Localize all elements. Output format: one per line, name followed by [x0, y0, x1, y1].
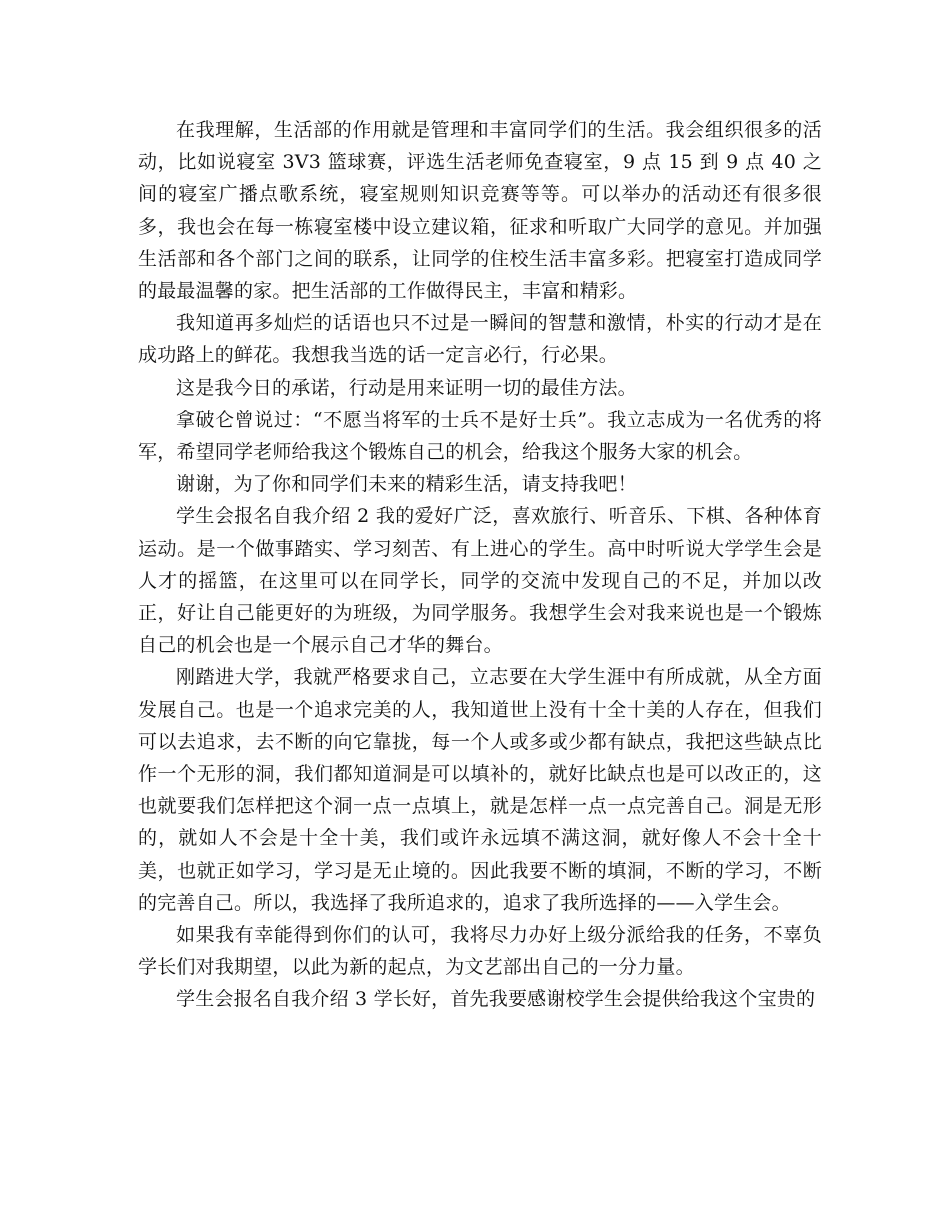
- paragraph-4: 拿破仑曾说过：“不愿当将军的士兵不是好士兵”。我立志成为一名优秀的将军，希望同学老师给我这个锻炼自己的机会，给我这个服务大家的机会。: [138, 408, 822, 464]
- document-body: [138, 114, 822, 1016]
- paragraph-7: 刚踏进大学，我就严格要求自己，立志要在大学生涯中有所成就，从全方面发展自己。也是一个追求完美的人，我知道世上没有十全十美的人存在，但我们可以去追求，去不断的向它靠拢，每一个人或多或少都有缺点，我把这些缺点比作一个无形的洞，我们都知道洞是可以填补的，就好比缺点也是可以改正的，这也就要我们怎样把这个洞一点一点填上，就是怎样一点一点完善自己。洞是无形的，就如人不会是十全十美，我们或许永远填不满这洞，就好像人不会十全十美，也就正如学习，学习是无止境的。因此我要不断的填洞，不断的学习，不断的完善自己。所以，我选择了我所追求的，追求了我所选择的——入学生会。: [138, 666, 822, 914]
- paragraph-2: 我知道再多灿烂的话语也只不过是一瞬间的智慧和激情，朴实的行动才是在成功路上的鲜花。我想我当选的话一定言必行，行必果。: [138, 312, 822, 367]
- paragraph-3: 这是我今日的承诺，行动是用来证明一切的最佳方法。: [176, 376, 637, 399]
- paragraph-6: 学生会报名自我介绍 2 我的爱好广泛，喜欢旅行、听音乐、下棋、各种体育运动。是一个做事踏实、学习刻苦、有上进心的学生。高中时听说大学学生会是人才的摇篮，在这里可以在同学长，同学的交流中发现自己的不足，并加以改正，好让自己能更好的为班级，为同学服务。我想学生会对我来说也是一个锻炼自己的机会也是一个展示自己才华的舞台。: [138, 505, 822, 657]
- paragraph-5: 谢谢，为了你和同学们未来的精彩生活，请支持我吧！: [176, 473, 637, 496]
- paragraph-1: 在我理解，生活部的作用就是管理和丰富同学们的生活。我会组织很多的活动，比如说寝室 3V3 篮球赛，评选生活老师免查寝室，9 点 15 到 9 点 40 之间的寝室广播点歌系统，寝室规则知识竞赛等等。可以举办的活动还有很多很多，我也会在每一栋寝室楼中设立建议箱，征求和听取广大同学的意见。并加强生活部和各个部门之间的联系，让同学的住校生活丰富多彩。把寝室打造成同学的最最温馨的家。把生活部的工作做得民主，丰富和精彩。: [138, 119, 822, 303]
- paragraph-9: 学生会报名自我介绍 3 学长好，首先我要感谢校学生会提供给我这个宝贵的: [176, 988, 816, 1011]
- paragraph-8: 如果我有幸能得到你们的认可，我将尽力办好上级分派给我的任务，不辜负学长们对我期望，以此为新的起点，为文艺部出自己的一分力量。: [138, 924, 822, 979]
